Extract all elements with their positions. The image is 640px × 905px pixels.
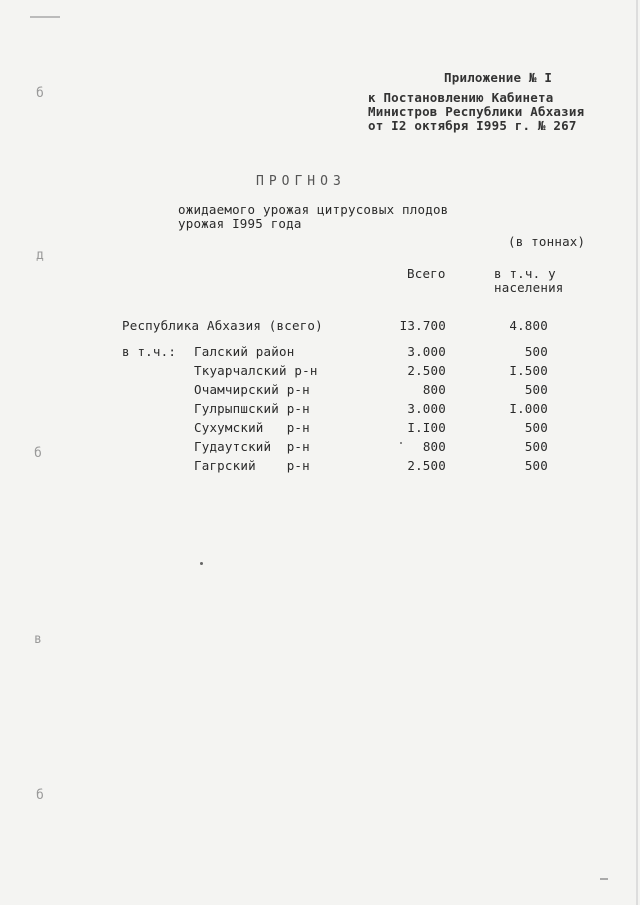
district-total: 800: [422, 382, 446, 397]
column-header-population-2: населения: [494, 280, 564, 295]
scan-speck: [30, 16, 60, 18]
resolution-line: к Постановлению Кабинета: [368, 90, 554, 105]
margin-mark: в: [34, 632, 42, 647]
document-title: ПРОГНОЗ: [256, 174, 346, 189]
district-population: 500: [524, 420, 548, 435]
ministers-line: Министров Республики Абхазия: [368, 104, 585, 119]
margin-mark: б: [36, 86, 44, 101]
page-edge: [636, 0, 638, 905]
district-name: Галский район: [194, 344, 295, 359]
district-name: Гагрский р-н: [194, 458, 310, 473]
district-name: Гудаутский р-н: [194, 439, 310, 454]
district-population: 500: [524, 382, 548, 397]
republic-population: 4.800: [509, 318, 548, 333]
district-population: 500: [524, 344, 548, 359]
subtitle-line-1: ожидаемого урожая цитрусовых плодов: [178, 202, 449, 217]
district-population: 500: [524, 458, 548, 473]
district-total: 800: [422, 439, 446, 454]
scan-speck: [600, 878, 608, 880]
district-population: I.000: [509, 401, 548, 416]
republic-label: Республика Абхазия (всего): [122, 318, 323, 333]
district-population: 500: [524, 439, 548, 454]
district-total: 3.000: [407, 401, 446, 416]
district-total: I.I00: [407, 420, 446, 435]
column-header-total: Всего: [407, 266, 446, 281]
appendix-label: Приложение № I: [444, 70, 553, 85]
subtitle-line-2: урожая I995 года: [178, 216, 302, 231]
district-total: 2.500: [407, 363, 446, 378]
republic-total: I3.700: [399, 318, 446, 333]
margin-mark: б: [34, 446, 42, 461]
scan-speck: [200, 562, 203, 565]
district-name: Ткуарчалский р-н: [194, 363, 318, 378]
column-header-population: в т.ч. у: [494, 266, 556, 281]
date-line: от I2 октября I995 г. № 267: [368, 118, 577, 133]
units-label: (в тоннах): [508, 234, 586, 249]
district-total: 3.000: [407, 344, 446, 359]
district-population: I.500: [509, 363, 548, 378]
margin-mark: д: [36, 248, 44, 263]
district-total: 2.500: [407, 458, 446, 473]
district-name: Очамчирский р-н: [194, 382, 310, 397]
margin-mark: б: [36, 788, 44, 803]
district-name: Гулрыпшский р-н: [194, 401, 310, 416]
district-name: Сухумский р-н: [194, 420, 310, 435]
including-label: в т.ч.:: [122, 344, 177, 359]
